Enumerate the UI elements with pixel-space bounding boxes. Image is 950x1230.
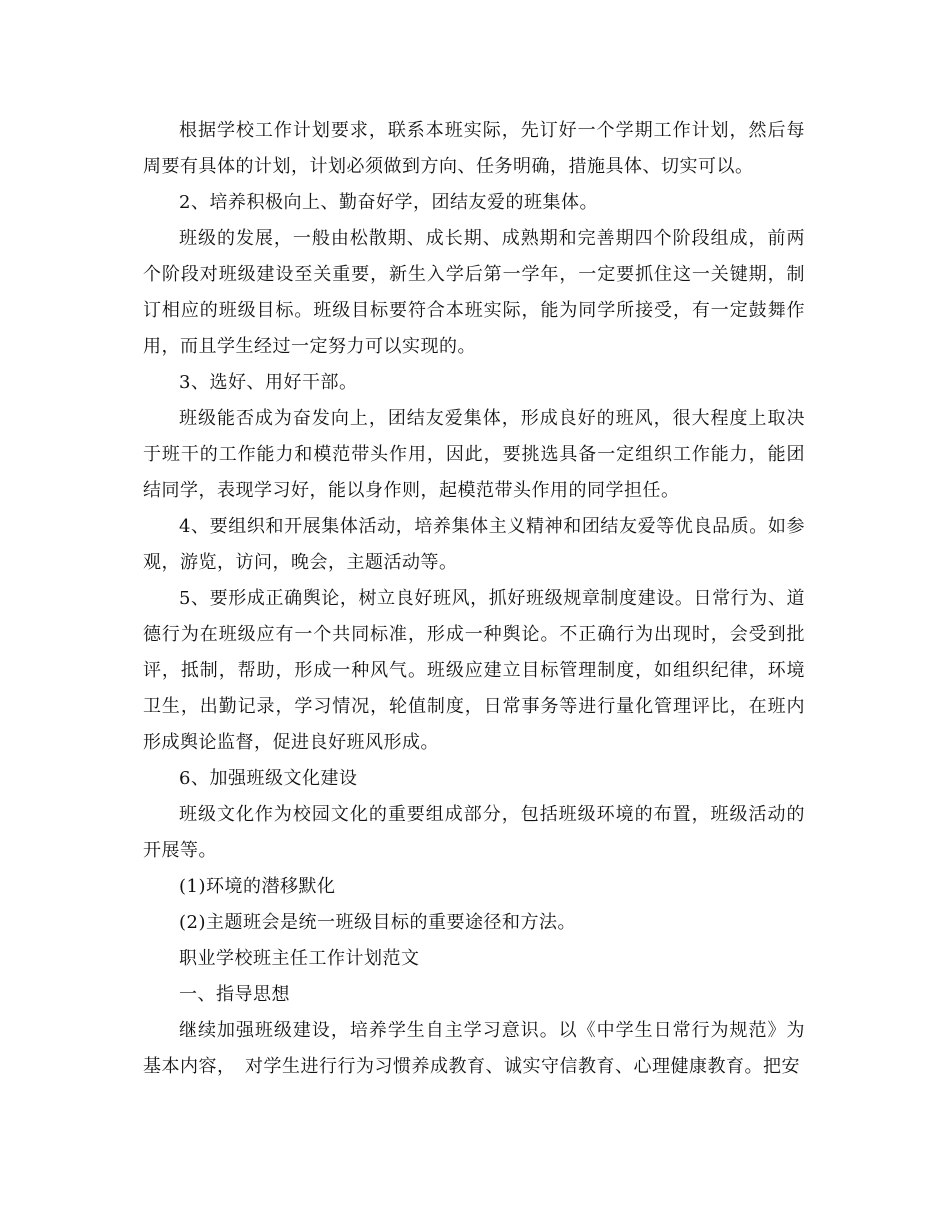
- paragraph-class-development: 班级的发展，一般由松散期、成长期、成熟期和完善期四个阶段组成，前两个阶段对班级建设至关重要，新生入学后第一学年，一定要抓住这一关键期，制订相应的班级目标。班级目标要符合本班实际，能为同学所接受，有一定鼓舞作用，而且学生经过一定努力可以实现的。: [143, 228, 805, 357]
- document-body: [143, 113, 805, 1085]
- paragraph-plan-requirements: 根据学校工作计划要求，联系本班实际，先订好一个学期工作计划，然后每周要有具体的计划，计划必须做到方向、任务明确，措施具体、切实可以。: [143, 120, 805, 177]
- paragraph-guiding-ideology: 继续加强班级建设，培养学生自主学习意识。以《中学生日常行为规范》为基本内容， 对学生进行行为习惯养成教育、诚实守信教育、心理健康教育。把安: [143, 1020, 805, 1077]
- paragraph-item-4-activities: 4、要组织和开展集体活动，培养集体主义精神和团结友爱等优良品质。如参观，游览，访问，晚会，主题活动等。: [143, 516, 805, 573]
- paragraph-item-5-public-opinion: 5、要形成正确舆论，树立良好班风，抓好班级规章制度建设。日常行为、道德行为在班级应有一个共同标准，形成一种舆论。不正确行为出现时，会受到批评，抵制，帮助，形成一种风气。班级应建立目标管理制度，如组织纪律，环境卫生，出勤记录，学习情况，轮值制度，日常事务等进行量化管理评比，在班内形成舆论监督，促进良好班风形成。: [143, 588, 805, 753]
- list-item-class-meeting: (2)主题班会是统一班级目标的重要途径和方法。: [179, 912, 576, 933]
- section-title: 职业学校班主任工作计划范文: [179, 948, 420, 969]
- heading-guiding-ideology: 一、指导思想: [179, 984, 290, 1005]
- list-item-environment: (1)环境的潜移默化: [179, 876, 336, 897]
- paragraph-class-culture: 班级文化作为校园文化的重要组成部分，包括班级环境的布置，班级活动的开展等。: [143, 804, 805, 861]
- heading-item-6: 6、加强班级文化建设: [179, 768, 358, 789]
- heading-item-3: 3、选好、用好干部。: [179, 372, 358, 393]
- paragraph-class-cadres: 班级能否成为奋发向上，团结友爱集体，形成良好的班风，很大程度上取决于班干的工作能力和模范带头作用，因此，要挑选具备一定组织工作能力，能团结同学，表现学习好，能以身作则，起模范带头作用的同学担任。: [143, 408, 805, 501]
- heading-item-2: 2、培养积极向上、勤奋好学，团结友爱的班集体。: [179, 192, 598, 213]
